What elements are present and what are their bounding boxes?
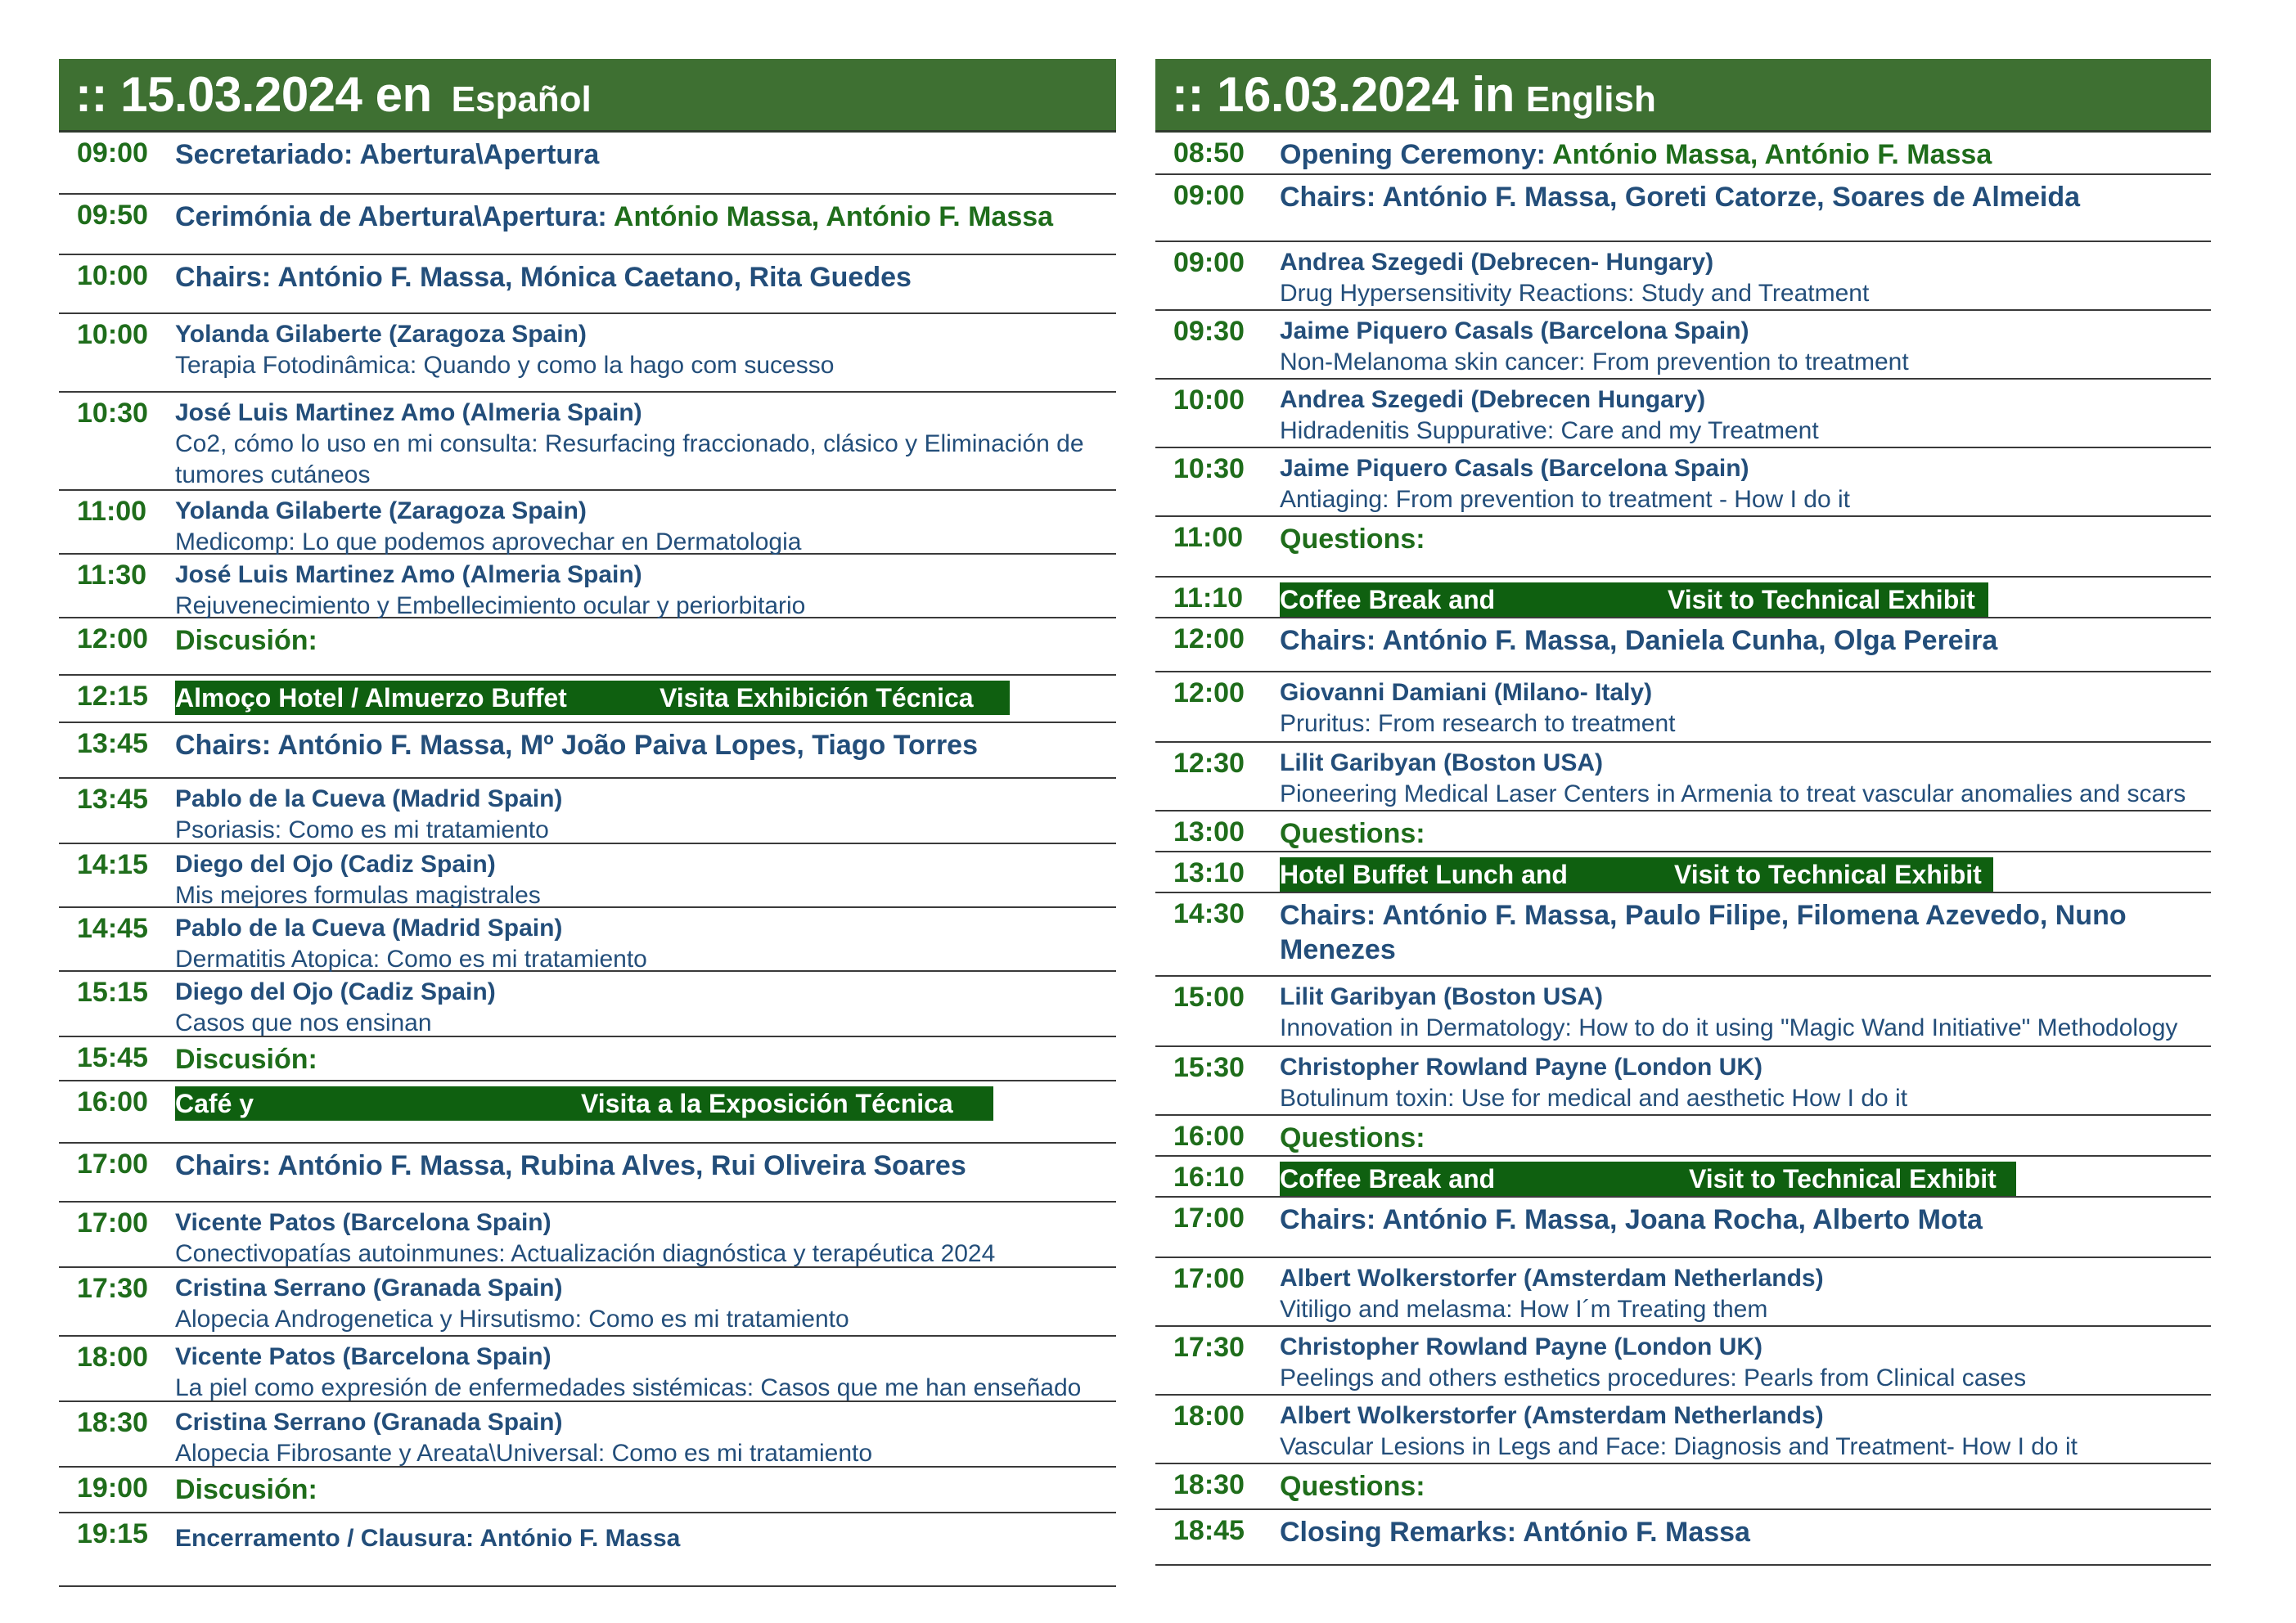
session-content	[1280, 677, 2203, 740]
session-heading-text: Chairs: António F. Massa, Joana Rocha, Alberto Mota	[1280, 1204, 1983, 1235]
time-slot: 15:30	[1173, 1052, 1245, 1083]
session-content	[175, 728, 1108, 762]
discussion-label: Questions:	[1280, 1471, 1425, 1502]
discussion-label: Discusión:	[175, 1044, 317, 1075]
speaker-name: Giovanni Damiani (Milano- Italy)	[1280, 679, 1653, 706]
schedule-row	[1155, 1157, 2211, 1198]
session-heading-text: Opening Ceremony:	[1280, 139, 1553, 170]
speaker-name: Lilit Garibyan (Boston USA)	[1280, 749, 1604, 776]
time-slot: 15:45	[77, 1042, 148, 1073]
exhibition-label: Visita a la Exposición Técnica	[581, 1089, 953, 1118]
schedule-row	[1155, 380, 2211, 448]
talk-title: Non-Melanoma skin cancer: From prevention to treatment	[1280, 348, 1909, 375]
time-slot: 14:30	[1173, 898, 1245, 929]
session-heading-text: Chairs: António F. Massa, Goreti Catorze, Soares de Almeida	[1280, 182, 2081, 213]
schedule-row	[1155, 672, 2211, 743]
break-banner	[175, 681, 1010, 715]
discussion-label: Discusión:	[175, 1474, 317, 1505]
break-label: Coffee Break and	[1280, 1164, 1496, 1194]
session-content	[1280, 1469, 2203, 1504]
time-slot: 14:45	[77, 913, 148, 944]
time-slot: 18:30	[1173, 1469, 1245, 1500]
day-2-header	[1155, 59, 2211, 133]
time-slot: 14:15	[77, 849, 148, 880]
discussion-label: Questions:	[1280, 524, 1425, 555]
session-heading	[175, 137, 1108, 172]
time-slot: 17:00	[1173, 1263, 1245, 1294]
time-slot: 11:10	[1173, 582, 1244, 614]
session-content	[1280, 1052, 2203, 1114]
talk-title: La piel como expresión de enfermedades sistémicas: Casos que me han enseñado	[175, 1374, 1082, 1401]
schedule-row	[1155, 1198, 2211, 1258]
schedule-row	[1155, 1510, 2211, 1566]
schedule-row	[59, 133, 1116, 195]
time-slot: 19:15	[77, 1518, 148, 1549]
session-content	[175, 784, 1108, 846]
time-slot: 09:00	[1173, 247, 1245, 278]
schedule-row	[1155, 1116, 2211, 1157]
time-slot: 17:00	[77, 1207, 148, 1239]
talk-title: Medicomp: Lo que podemos aprovechar en Dermatologia	[175, 528, 802, 555]
time-slot: 13:10	[1173, 857, 1245, 888]
schedule-row	[1155, 1258, 2211, 1327]
time-slot: 09:30	[1173, 316, 1245, 347]
time-slot: 13:45	[77, 728, 148, 759]
talk-title: Hidradenitis Suppurative: Care and my Treatment	[1280, 417, 1819, 444]
schedule-row	[1155, 852, 2211, 893]
schedule-row	[59, 618, 1116, 676]
schedule-row	[1155, 977, 2211, 1047]
schedule-row	[59, 555, 1116, 618]
talk-title: Innovation in Dermatology: How to do it using "Magic Wand Initiative" Methodology	[1280, 1014, 2178, 1041]
session-content	[175, 913, 1108, 975]
session-heading-text: Secretariado: Abertura\Apertura	[175, 139, 600, 170]
schedule-row	[59, 195, 1116, 255]
session-content	[175, 1518, 1108, 1556]
session-content	[1280, 898, 2203, 967]
talk-title: Co2, cómo lo uso en mi consulta: Resurfacing fraccionado, clásico y Eliminación de tumores cutáneos	[175, 430, 1084, 488]
session-content	[1280, 1263, 2203, 1325]
day-2-column	[1155, 59, 2211, 1566]
break-banner	[175, 1086, 993, 1121]
time-slot: 12:15	[77, 681, 148, 712]
time-slot: 13:45	[77, 784, 148, 815]
schedule-row	[59, 1268, 1116, 1337]
talk-title: Terapia Fotodinâmica: Quando y como la hago com sucesso	[175, 352, 835, 379]
exhibition-label: Visit to Technical Exhibit	[1668, 585, 1975, 614]
session-heading	[1280, 137, 2203, 172]
schedule-row	[59, 1037, 1116, 1081]
session-content	[175, 398, 1108, 491]
session-heading	[1280, 180, 2203, 214]
session-content	[175, 1472, 1108, 1507]
time-slot: 11:00	[77, 496, 147, 527]
session-content	[1280, 384, 2203, 447]
schedule-row	[59, 1081, 1116, 1144]
schedule-row	[1155, 812, 2211, 852]
time-slot: 18:00	[1173, 1400, 1245, 1432]
session-content	[175, 1207, 1108, 1270]
break-label: Café y	[175, 1089, 254, 1118]
schedule-row	[59, 1513, 1116, 1587]
schedule-row	[59, 972, 1116, 1037]
time-slot: 10:00	[1173, 384, 1245, 416]
speaker-name: Jaime Piquero Casals (Barcelona Spain)	[1280, 317, 1749, 344]
day-2-schedule	[1155, 133, 2211, 1566]
session-content	[1280, 1515, 2203, 1549]
session-content	[175, 260, 1108, 294]
talk-title: Alopecia Fibrosante y Areata\Universal: Como es mi tratamiento	[175, 1440, 873, 1467]
time-slot: 17:30	[1173, 1332, 1245, 1363]
speaker-name: José Luis Martinez Amo (Almeria Spain)	[175, 399, 642, 426]
speaker-name: Diego del Ojo (Cadiz Spain)	[175, 851, 496, 878]
schedule-row	[59, 676, 1116, 723]
time-slot: 12:00	[1173, 623, 1245, 654]
schedule-row	[1155, 618, 2211, 672]
speaker-name: Yolanda Gilaberte (Zaragoza Spain)	[175, 497, 587, 524]
time-slot: 16:00	[77, 1086, 148, 1117]
schedule-row	[1155, 578, 2211, 618]
session-heading	[1280, 898, 2203, 967]
session-content	[1280, 247, 2203, 309]
speaker-name: Yolanda Gilaberte (Zaragoza Spain)	[175, 321, 587, 348]
session-content	[1280, 453, 2203, 515]
time-slot: 16:10	[1173, 1162, 1245, 1193]
break-banner	[1280, 857, 1993, 892]
break-label: Coffee Break and	[1280, 585, 1496, 614]
talk-title: Mis mejores formulas magistrales	[175, 882, 541, 909]
session-heading	[1280, 1515, 2203, 1549]
session-heading	[175, 1149, 1108, 1183]
break-label: Almoço Hotel / Almuerzo Buffet	[175, 683, 567, 713]
break-label: Hotel Buffet Lunch and	[1280, 860, 1568, 889]
session-heading-text: Cerimónia de Abertura\Apertura:	[175, 201, 614, 232]
break-banner	[1280, 582, 1988, 617]
speaker-name: Andrea Szegedi (Debrecen Hungary)	[1280, 386, 1706, 413]
session-content	[175, 1086, 1108, 1121]
schedule-row	[59, 908, 1116, 972]
talk-title: Vascular Lesions in Legs and Face: Diagnosis and Treatment- How I do it	[1280, 1433, 2078, 1460]
session-heading	[1280, 1203, 2203, 1237]
session-content	[1280, 748, 2203, 810]
session-content	[175, 560, 1108, 622]
session-content	[175, 496, 1108, 558]
schedule-row	[1155, 1047, 2211, 1116]
session-content	[175, 1342, 1108, 1404]
speaker-name: Diego del Ojo (Cadiz Spain)	[175, 978, 496, 1005]
talk-title: Dermatitis Atopica: Como es mi tratamiento	[175, 946, 647, 973]
closing-session	[175, 1522, 1108, 1556]
exhibition-label: Visita Exhibición Técnica	[660, 683, 974, 713]
speaker-name: Vicente Patos (Barcelona Spain)	[175, 1343, 551, 1370]
session-content	[175, 849, 1108, 911]
session-content	[175, 200, 1108, 234]
talk-title: Conectivopatías autoinmunes: Actualización diagnóstica y terapéutica 2024	[175, 1240, 996, 1267]
session-content	[1280, 982, 2203, 1044]
talk-title: Pruritus: From research to treatment	[1280, 710, 1676, 737]
schedule-row	[1155, 743, 2211, 812]
time-slot: 17:00	[77, 1149, 148, 1180]
session-content	[175, 977, 1108, 1039]
speaker-name: Albert Wolkerstorfer (Amsterdam Netherlands)	[1280, 1402, 1824, 1429]
schedule-row	[1155, 133, 2211, 175]
schedule-row	[59, 1337, 1116, 1402]
schedule-row	[59, 723, 1116, 779]
day-1-schedule	[59, 133, 1116, 1587]
speaker-name: Cristina Serrano (Granada Spain)	[175, 1275, 563, 1302]
session-heading	[175, 728, 1108, 762]
session-hosts: António Massa, António F. Massa	[1552, 139, 1992, 170]
time-slot: 10:30	[77, 398, 148, 429]
time-slot: 11:00	[1173, 522, 1244, 553]
session-content	[175, 137, 1108, 172]
speaker-name: Cristina Serrano (Granada Spain)	[175, 1409, 563, 1436]
time-slot: 16:00	[1173, 1121, 1245, 1152]
day-2-language: English	[1525, 79, 1656, 119]
talk-title: Psoriasis: Como es mi tratamiento	[175, 816, 549, 843]
session-heading-text: Chairs: António F. Massa, Mº João Paiva Lopes, Tiago Torres	[175, 730, 979, 761]
schedule-row	[59, 1144, 1116, 1203]
schedule-row	[59, 393, 1116, 491]
talk-title: Pioneering Medical Laser Centers in Armenia to treat vascular anomalies and scars	[1280, 780, 2186, 807]
session-content	[1280, 1400, 2203, 1463]
session-content	[175, 681, 1108, 715]
time-slot: 12:00	[77, 623, 148, 654]
speaker-name: Pablo de la Cueva (Madrid Spain)	[175, 785, 563, 812]
schedule-row	[1155, 242, 2211, 311]
session-content	[175, 319, 1108, 381]
talk-title: Drug Hypersensitivity Reactions: Study and Treatment	[1280, 280, 1870, 307]
speaker-name: Pablo de la Cueva (Madrid Spain)	[175, 915, 563, 942]
time-slot: 10:30	[1173, 453, 1245, 484]
schedule-row	[1155, 1396, 2211, 1464]
time-slot: 17:30	[77, 1273, 148, 1304]
time-slot: 12:30	[1173, 748, 1245, 779]
speaker-name: Albert Wolkerstorfer (Amsterdam Netherlands)	[1280, 1265, 1824, 1292]
session-content	[175, 1407, 1108, 1469]
session-content	[175, 1042, 1108, 1077]
time-slot: 09:50	[77, 200, 148, 231]
day-2-date: :: 16.03.2024 in	[1172, 67, 1515, 122]
schedule-row	[59, 844, 1116, 908]
session-heading	[175, 200, 1108, 234]
exhibition-label: Visit to Technical Exhibit	[1674, 860, 1982, 889]
time-slot: 11:30	[77, 560, 147, 591]
schedule-row	[59, 1402, 1116, 1468]
talk-title: Antiaging: From prevention to treatment - How I do it	[1280, 486, 1850, 513]
exhibition-label: Visit to Technical Exhibit	[1689, 1164, 1997, 1194]
time-slot: 18:00	[77, 1342, 148, 1373]
session-content	[1280, 857, 2203, 892]
speaker-name: Vicente Patos (Barcelona Spain)	[175, 1209, 551, 1236]
time-slot: 18:30	[77, 1407, 148, 1438]
time-slot: 18:45	[1173, 1515, 1245, 1546]
schedule-row	[1155, 1327, 2211, 1396]
session-heading-text: Chairs: António F. Massa, Mónica Caetano, Rita Guedes	[175, 262, 912, 293]
schedule-row	[59, 1468, 1116, 1513]
schedule-row	[59, 491, 1116, 555]
session-content	[1280, 623, 2203, 658]
session-content	[175, 1149, 1108, 1183]
speaker-name: Lilit Garibyan (Boston USA)	[1280, 983, 1604, 1010]
schedule-row	[1155, 311, 2211, 380]
discussion-label: Questions:	[1280, 1122, 1425, 1153]
session-heading-text: Chairs: António F. Massa, Paulo Filipe, Filomena Azevedo, Nuno Menezes	[1280, 900, 2127, 965]
day-1-column	[59, 59, 1116, 1587]
schedule-row	[59, 779, 1116, 844]
session-content	[1280, 137, 2203, 172]
time-slot: 15:00	[1173, 982, 1245, 1013]
schedule-row	[1155, 448, 2211, 517]
session-content	[1280, 1121, 2203, 1155]
session-content	[1280, 1203, 2203, 1237]
talk-title: Casos que nos ensinan	[175, 1009, 432, 1036]
session-content	[1280, 582, 2203, 617]
break-banner	[1280, 1162, 2016, 1196]
schedule-row	[59, 255, 1116, 314]
discussion-label: Discusión:	[175, 625, 317, 656]
schedule-row	[1155, 517, 2211, 578]
talk-title: Alopecia Androgenetica y Hirsutismo: Como es mi tratamiento	[175, 1306, 849, 1333]
session-content	[175, 623, 1108, 658]
session-content	[1280, 816, 2203, 851]
schedule-row	[59, 1203, 1116, 1268]
session-content	[1280, 522, 2203, 556]
session-heading-text: Encerramento / Clausura: António F. Massa	[175, 1525, 681, 1552]
time-slot: 10:00	[77, 319, 148, 350]
time-slot: 15:15	[77, 977, 148, 1008]
speaker-name: José Luis Martinez Amo (Almeria Spain)	[175, 561, 642, 588]
talk-title: Peelings and others esthetics procedures: Pearls from Clinical cases	[1280, 1364, 2027, 1391]
time-slot: 09:00	[1173, 180, 1245, 211]
time-slot: 10:00	[77, 260, 148, 291]
session-content	[1280, 1332, 2203, 1394]
day-1-language: Español	[451, 79, 592, 119]
time-slot: 19:00	[77, 1472, 148, 1504]
talk-title: Rejuvenecimiento y Embellecimiento ocular y periorbitario	[175, 592, 806, 619]
schedule-row	[1155, 1464, 2211, 1510]
speaker-name: Andrea Szegedi (Debrecen- Hungary)	[1280, 249, 1714, 276]
session-heading	[175, 260, 1108, 294]
schedule-row	[1155, 893, 2211, 977]
session-heading	[1280, 623, 2203, 658]
time-slot: 08:50	[1173, 137, 1245, 169]
time-slot: 12:00	[1173, 677, 1245, 708]
session-content	[1280, 316, 2203, 378]
day-1-header	[59, 59, 1116, 133]
session-content	[1280, 1162, 2203, 1196]
talk-title: Vitiligo and melasma: How I´m Treating them	[1280, 1296, 1768, 1323]
discussion-label: Questions:	[1280, 818, 1425, 849]
session-heading-text: Chairs: António F. Massa, Rubina Alves, Rui Oliveira Soares	[175, 1150, 966, 1181]
session-heading-text: Closing Remarks: António F. Massa	[1280, 1517, 1750, 1548]
speaker-name: Jaime Piquero Casals (Barcelona Spain)	[1280, 455, 1749, 482]
session-content	[1280, 180, 2203, 214]
schedule-row	[59, 314, 1116, 393]
day-1-date: :: 15.03.2024 en	[75, 67, 432, 122]
schedule-row	[1155, 175, 2211, 242]
session-heading-text: Chairs: António F. Massa, Daniela Cunha, Olga Pereira	[1280, 625, 1998, 656]
speaker-name: Christopher Rowland Payne (London UK)	[1280, 1054, 1763, 1081]
session-content	[175, 1273, 1108, 1335]
talk-title: Botulinum toxin: Use for medical and aesthetic How I do it	[1280, 1085, 1908, 1112]
time-slot: 09:00	[77, 137, 148, 169]
speaker-name: Christopher Rowland Payne (London UK)	[1280, 1333, 1763, 1360]
session-hosts: António Massa, António F. Massa	[613, 201, 1054, 232]
time-slot: 17:00	[1173, 1203, 1245, 1234]
time-slot: 13:00	[1173, 816, 1245, 847]
